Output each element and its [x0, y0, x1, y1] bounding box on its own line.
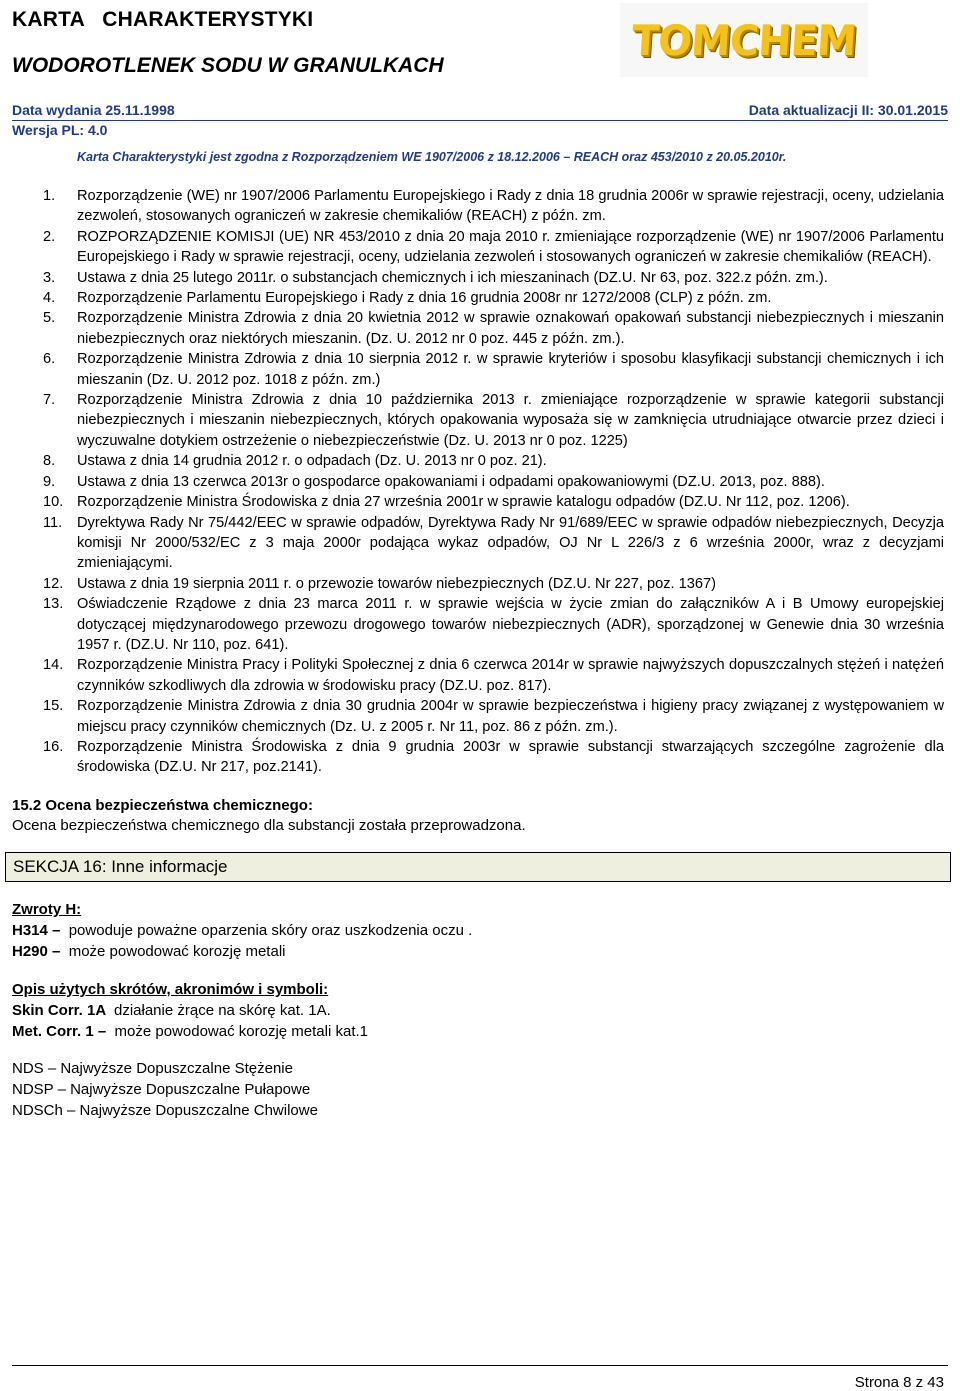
regulation-item [12, 492, 944, 512]
h-phrases-heading: Zwroty H: [12, 900, 82, 918]
h-phrases-list [12, 920, 944, 962]
abbreviation-code: Skin Corr. 1A [12, 1001, 106, 1019]
h-phrase-separator: – [47, 942, 65, 960]
regulation-number: 6. [43, 351, 56, 368]
regulation-text: Rozporządzenie Ministra Zdrowia z dnia 20 kwietnia 2012 w sprawie oznakowań opakowań substancji niebezpiecznych i mieszanin niebezpiecznych oraz niektórych mieszanin. (Dz. U. 2012 nr 0 poz. 445 z późn. zm.). [77, 310, 944, 347]
abbreviation-text: może powodować korozję metali kat.1 [110, 1022, 368, 1040]
safety-assessment-heading: 15.2 Ocena bezpieczeństwa chemicznego: [12, 796, 313, 814]
regulation-item [12, 737, 944, 778]
regulation-item [12, 390, 944, 451]
regulation-text: Rozporządzenie Ministra Zdrowia z dnia 10 października 2013 r. zmieniające rozporządzenie w sprawie kategorii substancji niebezpiecznych i mieszanin niebezpiecznych, których opakowania wyposaża się w zamknięcia utrudniające otwarcie przez dzieci i wyczuwalne dotykiem ostrzeżenie o niebezpieczeństwie (Dz. U. 2013 nr 0 poz. 1225) [77, 392, 944, 449]
issue-date: Data wydania 25.11.1998 [12, 102, 175, 118]
regulation-number: 10. [43, 494, 64, 511]
regulation-number: 5. [43, 310, 56, 327]
abbreviation-code: Met. Corr. 1 [12, 1022, 94, 1040]
exposure-limits-list [12, 1058, 944, 1121]
regulation-item [12, 349, 944, 390]
regulation-item [12, 574, 944, 594]
h-phrase-separator: – [47, 921, 65, 939]
product-name: WODOROTLENEK SODU W GRANULKACH [12, 54, 444, 77]
safety-assessment-text: Ocena bezpieczeństwa chemicznego dla substancji została przeprowadzona. [12, 816, 526, 834]
h-phrase-code: H314 [12, 921, 48, 939]
regulation-text: Oświadczenie Rządowe z dnia 23 marca 2011 r. w sprawie wejścia w życie zmian do załączników A i B Umowy europejskiej dotyczącej międzynarodowego przewozu drogowego towarów niebezpiecznych (ADR), sporządzonej w Genewie dnia 30 września 1957 r. (DZ.U. Nr 110, poz. 641). [77, 596, 944, 653]
regulation-text: Ustawa z dnia 19 sierpnia 2011 r. o przewozie towarów niebezpiecznych (DZ.U. Nr 227, poz. 1367) [77, 575, 716, 592]
regulation-number: 14. [43, 657, 64, 674]
regulation-text: Ustawa z dnia 13 czerwca 2013r o gospodarce opakowaniami i odpadami opakowaniowymi (DZ.U. 2013, poz. 888). [77, 473, 825, 490]
exposure-limit-item: NDSCh – Najwyższe Dopuszczalne Chwilowe [12, 1101, 318, 1119]
regulation-number: 2. [43, 228, 56, 245]
regulation-item [12, 513, 944, 574]
h-phrase-item [12, 920, 944, 941]
h-phrase-code: H290 [12, 942, 48, 960]
regulation-number: 8. [43, 453, 56, 470]
h-phrase-text: może powodować korozję metali [64, 942, 286, 960]
regulation-text: ROZPORZĄDZENIE KOMISJI (UE) NR 453/2010 z dnia 20 maja 2010 r. zmieniające rozporządzenie (WE) nr 1907/2006 Parlamentu Europejskiego i Rady w sprawie rejestracji, oceny, udzielania zezwoleń i stosowanych ograniczeń w zakresie chemikaliów (REACH). [77, 228, 944, 266]
h-phrase-text: powoduje poważne oparzenia skóry oraz uszkodzenia oczu . [64, 921, 473, 939]
regulation-text: Rozporządzenie Ministra Pracy i Polityki Społecznej z dnia 6 czerwca 2014r w sprawie najwyższych dopuszczalnych stężeń i natężeń czynników szkodliwych dla zdrowia w środowisku pracy (DZ.U. poz. 817). [77, 657, 944, 694]
regulation-item [12, 268, 944, 288]
header-divider [12, 120, 948, 121]
regulation-item [12, 308, 944, 349]
regulation-text: Ustawa z dnia 25 lutego 2011r. o substancjach chemicznych i ich mieszaninach (DZ.U. Nr 63, poz. 322.z późn. zm.). [77, 269, 828, 286]
logo-text: TOMCHEM [630, 15, 858, 65]
footer-divider [12, 1365, 948, 1366]
regulation-number: 7. [43, 392, 56, 409]
regulation-text: Rozporządzenie Ministra Środowiska z dnia 27 września 2001r w sprawie katalogu odpadów (DZ.U. Nr 112, poz. 1206). [77, 494, 850, 511]
document-content [12, 186, 944, 1121]
company-logo [620, 3, 868, 77]
abbreviation-text: działanie żrące na skórę kat. 1A. [109, 1001, 331, 1019]
regulation-number: 3. [43, 269, 56, 286]
regulation-number: 13. [43, 596, 64, 613]
regulation-number: 16. [43, 738, 64, 755]
regulation-text: Rozporządzenie Parlamentu Europejskiego i Rady z dnia 16 grudnia 2008r nr 1272/2008 (CLP) z późn. zm. [77, 290, 772, 307]
regulation-number: 9. [43, 473, 56, 490]
abbreviation-item [12, 1021, 944, 1042]
compliance-note: Karta Charakterystyki jest zgodna z Rozporządzeniem WE 1907/2006 z 18.12.2006 – REACH oraz 453/2010 z 20.05.2010r. [77, 150, 787, 164]
regulation-item [12, 186, 944, 227]
regulation-number: 4. [43, 290, 56, 307]
regulation-item [12, 472, 944, 492]
regulation-text: Rozporządzenie Ministra Zdrowia z dnia 30 grudnia 2004r w sprawie bezpieczeństwa i higieny pracy związanej z występowaniem w miejscu pracy czynników chemicznych (Dz. U. z 2005 r. Nr 11, poz. 86 z późn. zm.). [77, 698, 944, 735]
regulation-number: 15. [43, 698, 64, 715]
regulation-item [12, 696, 944, 737]
abbreviation-separator: – [93, 1022, 111, 1040]
regulation-item [12, 594, 944, 655]
regulation-item [12, 655, 944, 696]
regulation-number: 11. [43, 514, 63, 531]
regulation-text: Rozporządzenie Ministra Środowiska z dnia 9 grudnia 2003r w sprawie substancji stwarzających szczególne zagrożenie dla środowiska (DZ.U. Nr 217, poz.2141). [77, 738, 944, 776]
regulation-number: 12. [43, 575, 64, 592]
abbreviation-item [12, 1000, 944, 1021]
version: Wersja PL: 4.0 [12, 122, 108, 138]
regulation-text: Ustawa z dnia 14 grudnia 2012 r. o odpadach (Dz. U. 2013 nr 0 poz. 21). [77, 453, 547, 470]
regulation-item [12, 451, 944, 471]
regulation-text: Rozporządzenie (WE) nr 1907/2006 Parlamentu Europejskiego i Rady z dnia 18 grudnia 2006r w sprawie rejestracji, oceny, udzielania zezwoleń, stosowanych ograniczeń w zakresie chemikaliów (REACH) z późn. zm. [77, 188, 944, 225]
regulation-text: Rozporządzenie Ministra Zdrowia z dnia 10 sierpnia 2012 r. w sprawie kryteriów i sposobu klasyfikacji substancji chemicznych i ich mieszanin (Dz. U. 2012 poz. 1018 z późn. zm.) [77, 351, 944, 388]
section-16-title: SEKCJA 16: Inne informacje [5, 852, 951, 882]
abbreviations-list [12, 1000, 944, 1042]
doc-title: KARTA CHARAKTERYSTYKI [12, 8, 314, 31]
regulation-item [12, 227, 944, 268]
abbreviations-heading: Opis użytych skrótów, akronimów i symboli: [12, 980, 329, 998]
regulation-text: Dyrektywa Rady Nr 75/442/EEC w sprawie odpadów, Dyrektywa Rady Nr 91/689/EEC w sprawie odpadów niebezpiecznych, Decyzja komisji Nr 2000/532/EC z 3 maja 2000r podająca wykaz odpadów, OJ Nr L 226/3 z 6 września 2000r, wraz z decyzjami zmieniającymi. [77, 514, 944, 572]
page-number: Strona 8 z 43 [854, 1374, 944, 1391]
regulation-number: 1. [43, 188, 56, 204]
exposure-limit-item: NDS – Najwyższe Dopuszczalne Stężenie [12, 1059, 293, 1077]
regulations-list [12, 186, 944, 778]
exposure-limit-item: NDSP – Najwyższe Dopuszczalne Pułapowe [12, 1080, 311, 1098]
update-date: Data aktualizacji II: 30.01.2015 [748, 102, 948, 118]
document-header [12, 0, 948, 170]
regulation-item [12, 288, 944, 308]
h-phrase-item [12, 941, 944, 962]
